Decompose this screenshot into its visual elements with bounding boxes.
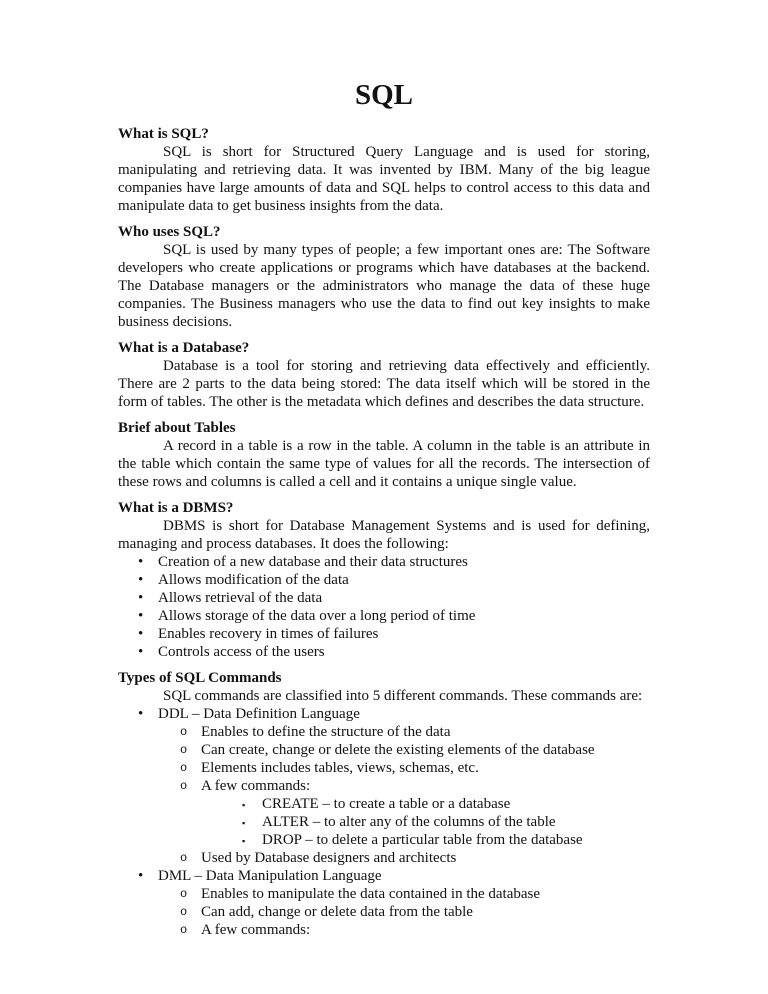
paragraph: DBMS is short for Database Management Systems and is used for defining, managing and process databases. It does the following: bbox=[118, 518, 650, 552]
list-item-text: Enables to define the structure of the data bbox=[201, 724, 451, 740]
circle-bullet-icon: o bbox=[180, 851, 188, 865]
section-heading: Types of SQL Commands bbox=[118, 670, 282, 686]
list-item-text: Allows storage of the data over a long period of time bbox=[158, 608, 476, 624]
list-item-text: ALTER – to alter any of the columns of the table bbox=[262, 814, 556, 830]
commands-list bbox=[118, 705, 650, 939]
document-title: SQL bbox=[354, 79, 414, 111]
circle-bullet-icon: o bbox=[180, 887, 188, 901]
square-bullet-icon: ▪ bbox=[242, 800, 246, 810]
section-what-is-a-dbms bbox=[118, 499, 650, 661]
list-item bbox=[118, 903, 650, 921]
square-bullet-icon: ▪ bbox=[242, 836, 246, 846]
list-item bbox=[118, 831, 650, 849]
paragraph: SQL is used by many types of people; a few important ones are: The Software developers who create applications or programs which have databases at the backend. The Database managers or the administrators who manage the data of these huge companies. The Business managers who use the data to find out key insights to make business decisions. bbox=[118, 242, 650, 330]
disc-bullet-icon: • bbox=[138, 590, 144, 606]
list-item bbox=[118, 921, 650, 939]
disc-bullet-icon: • bbox=[138, 706, 144, 722]
list-item bbox=[118, 867, 650, 885]
circle-bullet-icon: o bbox=[180, 743, 188, 757]
list-item bbox=[118, 607, 650, 625]
disc-bullet-icon: • bbox=[138, 868, 144, 884]
circle-bullet-icon: o bbox=[180, 761, 188, 775]
list-item bbox=[118, 571, 650, 589]
list-item-text: Elements includes tables, views, schemas, etc. bbox=[201, 760, 479, 776]
section-what-is-a-database bbox=[118, 339, 650, 411]
list-item-text: Enables to manipulate the data contained in the database bbox=[201, 886, 541, 902]
list-item bbox=[118, 553, 650, 571]
section-heading: Brief about Tables bbox=[118, 420, 236, 436]
list-item-text: Can create, change or delete the existing elements of the database bbox=[201, 742, 595, 758]
list-item bbox=[118, 643, 650, 661]
list-item bbox=[118, 813, 650, 831]
list-item bbox=[118, 885, 650, 903]
circle-bullet-icon: o bbox=[180, 905, 188, 919]
section-brief-about-tables bbox=[118, 419, 650, 491]
list-item bbox=[118, 741, 650, 759]
section-types-of-sql-commands bbox=[118, 669, 650, 939]
disc-bullet-icon: • bbox=[138, 608, 144, 624]
paragraph: A record in a table is a row in the table. A column in the table is an attribute in the table which contain the same type of values for all the records. The intersection of these rows and columns is called a cell and it contains a unique single value. bbox=[118, 438, 650, 490]
circle-bullet-icon: o bbox=[180, 923, 188, 937]
list-item-text: Allows modification of the data bbox=[158, 572, 349, 588]
list-item bbox=[118, 849, 650, 867]
section-heading: What is SQL? bbox=[118, 126, 209, 142]
disc-bullet-icon: • bbox=[138, 644, 144, 660]
list-item-text: A few commands: bbox=[201, 922, 311, 938]
square-bullet-icon: ▪ bbox=[242, 818, 246, 828]
list-item-text: Allows retrieval of the data bbox=[158, 590, 323, 606]
list-item-text: Creation of a new database and their data structures bbox=[158, 554, 468, 570]
list-item-text: Used by Database designers and architects bbox=[201, 850, 457, 866]
section-what-is-sql bbox=[118, 125, 650, 215]
disc-bullet-icon: • bbox=[138, 626, 144, 642]
section-heading: What is a DBMS? bbox=[118, 500, 234, 516]
list-item bbox=[118, 795, 650, 813]
dbms-bullet-list bbox=[118, 553, 650, 661]
list-item bbox=[118, 705, 650, 723]
list-item-text: DROP – to delete a particular table from the database bbox=[262, 832, 583, 848]
list-item-text: A few commands: bbox=[201, 778, 311, 794]
list-item-text: DML – Data Manipulation Language bbox=[158, 868, 382, 884]
list-item bbox=[118, 589, 650, 607]
list-item bbox=[118, 777, 650, 795]
list-item-text: CREATE – to create a table or a database bbox=[262, 796, 511, 812]
list-item-text: Enables recovery in times of failures bbox=[158, 626, 379, 642]
section-heading: Who uses SQL? bbox=[118, 224, 221, 240]
disc-bullet-icon: • bbox=[138, 572, 144, 588]
paragraph: SQL commands are classified into 5 different commands. These commands are: bbox=[163, 688, 643, 704]
list-item bbox=[118, 723, 650, 741]
circle-bullet-icon: o bbox=[180, 725, 188, 739]
section-who-uses-sql bbox=[118, 223, 650, 331]
list-item-text: Controls access of the users bbox=[158, 644, 325, 660]
paragraph: Database is a tool for storing and retrieving data effectively and efficiently. There are 2 parts to the data being stored: The data itself which will be stored in the form of tables. The other is the metadata which defines and describes the data structure. bbox=[118, 358, 650, 410]
section-heading: What is a Database? bbox=[118, 340, 250, 356]
list-item bbox=[118, 625, 650, 643]
list-item bbox=[118, 759, 650, 777]
list-item-text: Can add, change or delete data from the table bbox=[201, 904, 473, 920]
paragraph: SQL is short for Structured Query Language and is used for storing, manipulating and retrieving data. It was invented by IBM. Many of the big league companies have large amounts of data and SQL helps to control access to this data and manipulate data to get business insights from the data. bbox=[118, 144, 650, 214]
circle-bullet-icon: o bbox=[180, 779, 188, 793]
disc-bullet-icon: • bbox=[138, 554, 144, 570]
list-item-text: DDL – Data Definition Language bbox=[158, 706, 360, 722]
